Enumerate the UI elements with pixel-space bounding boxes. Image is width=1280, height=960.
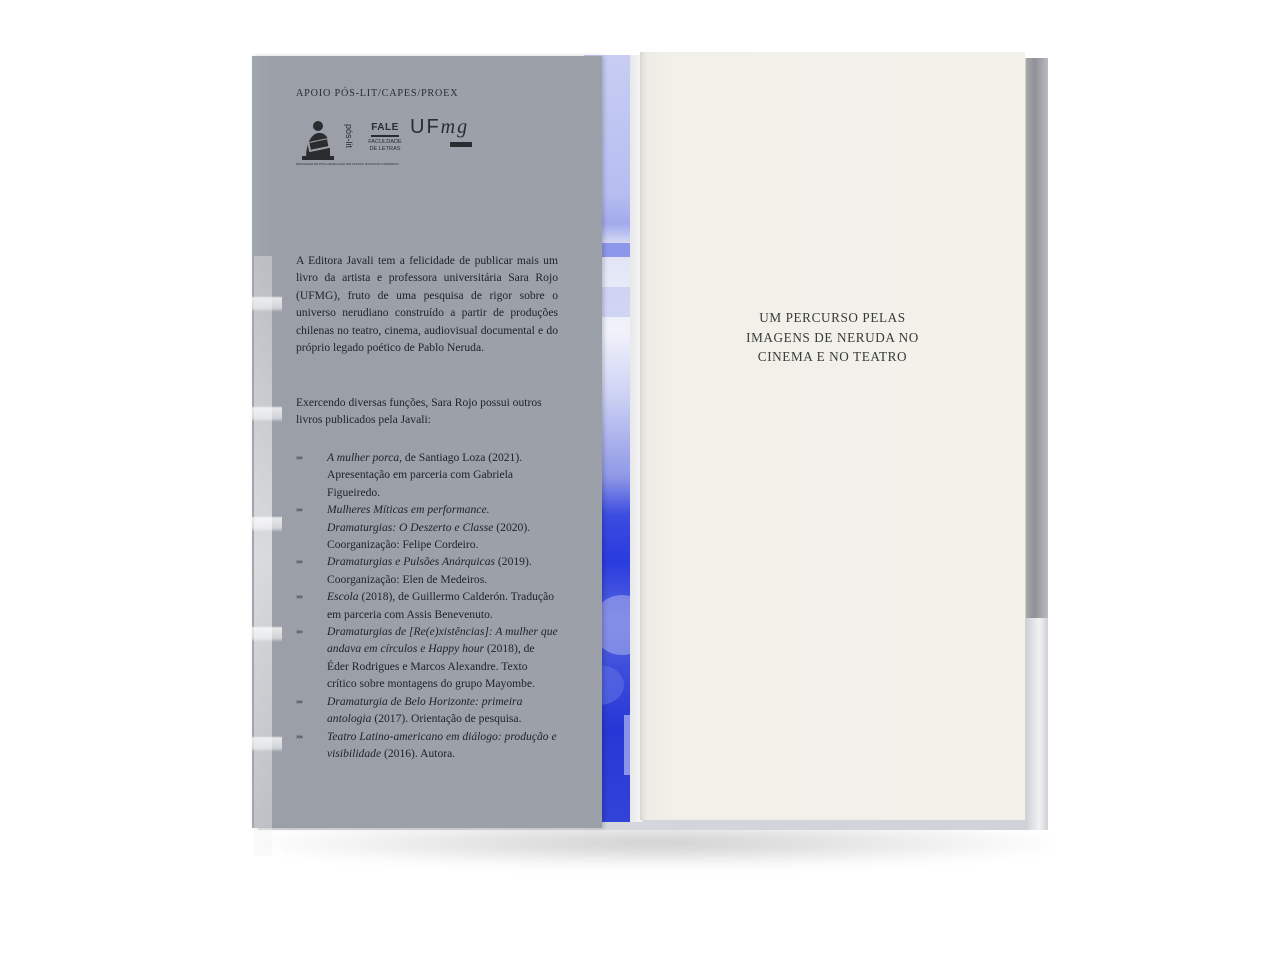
book-detail: (2019). Coorganização: Elen de Medeiros.: [327, 555, 532, 586]
ufmg-uf: UF: [410, 116, 441, 138]
book-detail: (2017). Orientação de pesquisa.: [371, 712, 522, 726]
bullet-icon: »»: [296, 557, 302, 567]
list-item: [296, 693, 558, 728]
book-title: Escola: [327, 590, 359, 604]
list-item: [296, 588, 558, 623]
ufmg-mg: mg: [440, 116, 470, 138]
book-detail: (2018), de Guillermo Calderón. Tradução em parceria com Assis Benevenuto.: [327, 590, 555, 621]
bullet-icon: »»: [296, 592, 302, 602]
poslit-name: pós-lit: [344, 124, 354, 149]
book-title: Dramaturgias de [Re(e)xistências]: A mulher que andava em círculos e Happy hour: [327, 625, 558, 656]
flap-decoration-glow: [254, 256, 272, 856]
book-title: Teatro Latino-americano em diálogo: produção e visibilidade: [327, 729, 557, 760]
list-item: [296, 623, 558, 693]
intro-paragraph: A Editora Javali tem a felicidade de publicar mais um livro da artista e professora universitária Sara Rojo (UFMG), fruto de uma pesquisa de rigor sobre o universo nerudiano construído a partir de produções chilenas no teatro, cinema, audiovisual documental e do próprio legado poético de Pablo Neruda.: [296, 254, 558, 355]
books-list: [296, 449, 558, 762]
book-detail: (2016). Autora.: [381, 746, 456, 760]
bullet-icon: »»: [296, 731, 302, 741]
book-title: Mulheres Míticas em performance. Dramaturgias: O Deszerto e Classe: [327, 503, 494, 534]
bullet-icon: »»: [296, 696, 302, 706]
cover-flap: [252, 56, 602, 828]
list-item: [296, 553, 558, 588]
list-item: [296, 501, 558, 553]
poslit-caption: PROGRAMA DE PÓS-GRADUAÇÃO EM LETRAS: ESTUDOS LITERÁRIOS: [296, 162, 399, 166]
book-title: A mulher porca,: [327, 451, 403, 464]
book-title: Dramaturgias e Pulsões Anárquicas: [327, 555, 496, 569]
bullet-icon: »»: [296, 505, 302, 515]
book-title: Dramaturgia de Belo Horizonte: primeira antologia: [327, 694, 523, 726]
book-detail: de Santiago Loza (2021). Apresentação em parceria com Gabriela Figueiredo.: [327, 451, 523, 499]
fale-caption-2: DE LETRAS: [369, 146, 401, 152]
cover-edge: [1026, 58, 1048, 830]
ufmg-logo: [410, 116, 469, 139]
page-title: UM PERCURSO PELAS IMAGENS DE NERUDA NO CINEMA E NO TEATRO: [746, 310, 919, 364]
support-line: APOIO PÓS-LIT/CAPES/PROEX: [296, 88, 459, 99]
fale-caption-1: FACULDADE: [368, 139, 402, 145]
list-item: [296, 728, 558, 763]
bullet-icon: »»: [296, 453, 302, 462]
second-paragraph: Exercendo diversas funções, Sara Rojo possui outros livros publicados pela Javali:: [296, 396, 542, 427]
title-page: [640, 52, 1025, 820]
list-item: [296, 449, 558, 501]
fale-logo: [367, 122, 403, 153]
book-detail: (2018), de Éder Rodrigues e Marcos Alexandre. Texto crítico sobre montagens do grupo Mayombe.: [327, 642, 535, 691]
book-detail: (2020). Coorganização: Felipe Cordeiro.: [327, 520, 531, 552]
fale-name: FALE: [371, 122, 399, 133]
bullet-icon: »»: [296, 627, 302, 637]
